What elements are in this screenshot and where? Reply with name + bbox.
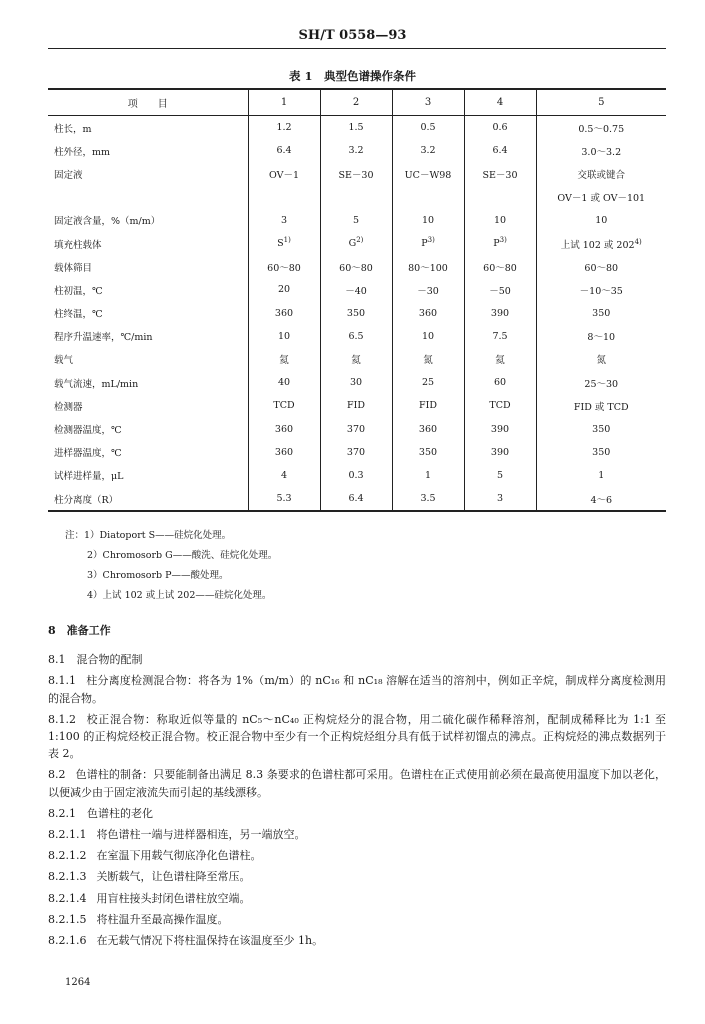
cell-value: 10 (595, 214, 608, 226)
cell-value: 6.4 (492, 145, 508, 157)
column-header: 2 (320, 89, 392, 116)
row-label: 载体筛目 (54, 262, 93, 274)
note-line: 3）Chromosorb P——酸处理。 (87, 570, 229, 581)
step-item (48, 868, 666, 885)
cell-value: －50 (489, 285, 511, 297)
table-cell (536, 232, 666, 255)
table-cell (248, 325, 320, 348)
table-cell (536, 487, 666, 511)
footnote-mark: 1) (283, 235, 291, 244)
column-header: 5 (536, 89, 666, 116)
table-cell (464, 394, 536, 417)
step-number: 8.2.1.5 (48, 912, 87, 926)
cell-value: UC－W98 (404, 169, 452, 181)
cell-value: 氦 (495, 355, 505, 367)
table-cell (464, 116, 536, 140)
cell-value: 7.5 (492, 330, 508, 342)
table-cell (536, 371, 666, 394)
column-header-item: 项 目 (127, 99, 168, 110)
footnote-mark: 4) (634, 237, 642, 246)
table-cell (392, 417, 464, 440)
table-cell (464, 441, 536, 464)
cell-value: 氦 (351, 355, 361, 367)
table-cell (464, 278, 536, 301)
table-row (48, 186, 666, 209)
paragraph (48, 711, 666, 763)
table-cell (320, 487, 392, 511)
note-line: 2）Chromosorb G——酸洗、硅烷化处理。 (87, 550, 278, 561)
footnote-mark: 3) (427, 235, 435, 244)
step-text: 在室温下用载气彻底净化色谱柱。 (96, 849, 262, 863)
cell-value: 1 (424, 469, 432, 481)
cell-value: 360 (274, 423, 294, 435)
table-cell (320, 209, 392, 232)
row-label: 载气流速，mL/min (54, 378, 139, 390)
table-row (48, 116, 666, 140)
table-cell (392, 348, 464, 371)
cell-value: 350 (592, 423, 611, 435)
cell-value: 5 (352, 214, 360, 226)
table-cell (392, 232, 464, 255)
step-number: 8.2.1.2 (48, 849, 87, 863)
table-row (48, 417, 666, 440)
step-text: 将色谱柱一端与进样器相连，另一端放空。 (96, 828, 306, 842)
cell-value: 390 (490, 307, 510, 319)
cell-value: 350 (346, 307, 366, 319)
table-cell (464, 186, 536, 209)
table-cell (248, 255, 320, 278)
table-cell (464, 417, 536, 440)
table-cell (536, 417, 666, 440)
table-cell (392, 278, 464, 301)
cell-value: 370 (346, 446, 366, 458)
table-cell (320, 139, 392, 162)
row-label: 填充柱载体 (54, 239, 102, 251)
table-row (48, 325, 666, 348)
paragraph-text: 柱分离度检测混合物：将各为 1%（m/m）的 nC₁₆ 和 nC₁₈ 溶解在适当的溶剂中，例如正辛烷，制成样分离度检测用的混合物。 (48, 674, 666, 705)
cell-value: 390 (490, 446, 510, 458)
cell-value: 350 (592, 446, 611, 458)
table-cell (248, 116, 320, 140)
cell-value: 10 (421, 214, 435, 226)
table-cell (392, 162, 464, 185)
table-cell (320, 162, 392, 185)
cell-value: 3 (280, 214, 288, 226)
table-cell (320, 325, 392, 348)
step-text: 用盲柱接头封闭色谱柱放空端。 (96, 891, 251, 905)
table-cell (536, 441, 666, 464)
step-number: 8.2.1.4 (48, 891, 87, 905)
table-cell (248, 417, 320, 440)
table-cell (248, 186, 320, 209)
column-header: 3 (392, 89, 464, 116)
cell-value: 390 (490, 423, 510, 435)
step-text: 关断载气，让色谱柱降至常压。 (96, 870, 251, 884)
cell-value: P (493, 238, 500, 250)
paragraph-number: 8.1.2 (48, 712, 76, 726)
row-label: 程序升温速率，℃/min (54, 332, 153, 344)
row-label: 试样进样量，μL (54, 471, 124, 483)
cell-value: 10 (421, 330, 435, 342)
table-cell (536, 209, 666, 232)
cell-value: 60～80 (483, 262, 517, 274)
table-cell (392, 394, 464, 417)
table-row (48, 464, 666, 487)
table-cell (392, 116, 464, 140)
paragraph-number: 8.1.1 (48, 674, 76, 688)
page-header: SH/T 0558—93 (298, 28, 407, 43)
cell-value: 360 (418, 423, 438, 435)
cell-value: 360 (274, 307, 294, 319)
table-cell (248, 278, 320, 301)
cell-value: TCD (489, 400, 511, 412)
table-cell (392, 302, 464, 325)
table-cell (248, 209, 320, 232)
cell-value: 3.2 (420, 145, 436, 157)
table-cell (536, 394, 666, 417)
note-line: 注：1）Diatoport S——硅烷化处理。 (65, 530, 232, 541)
table-row (48, 278, 666, 301)
table-cell (248, 232, 320, 255)
paragraph-text: 色谱柱的制备：只要能制备出满足 8.3 条要求的色谱柱都可采用。色谱柱在正式使用前必须在最高使用温度下加以老化，以便减少由于固定液流失而引起的基线漂移。 (48, 768, 666, 799)
table-cell (320, 394, 392, 417)
row-label: 进样器温度，℃ (54, 448, 122, 460)
operating-conditions-table (48, 88, 666, 512)
footnote-mark: 2) (356, 235, 364, 244)
cell-value: 5.3 (276, 493, 292, 505)
table-notes (65, 528, 277, 608)
body-text (48, 622, 666, 953)
cell-value: 4 (280, 469, 288, 481)
row-label: 固定液含量，%（m/m） (54, 216, 161, 228)
table-cell (320, 464, 392, 487)
table-cell (536, 325, 666, 348)
cell-value: 1.2 (276, 122, 292, 134)
table-cell (536, 162, 666, 185)
step-item (48, 847, 666, 864)
row-label (48, 186, 248, 209)
cell-value: 60～80 (584, 262, 619, 274)
table-row (48, 255, 666, 278)
cell-value: FID (419, 400, 437, 412)
step-item (48, 932, 666, 949)
table-row (48, 348, 666, 371)
table-cell (464, 464, 536, 487)
header-rule (48, 48, 666, 49)
cell-value: 0.5 (420, 122, 436, 134)
cell-value: SE－30 (338, 169, 374, 181)
row-label: 柱外径，mm (54, 146, 111, 158)
cell-value: 8～10 (587, 332, 616, 344)
cell-value: 60～80 (339, 262, 373, 274)
cell-value: OV－1 (268, 169, 300, 181)
table-cell (464, 209, 536, 232)
cell-value: 3.5 (420, 493, 436, 505)
cell-value: FID 或 TCD (573, 401, 629, 413)
subsection-heading: 8.2.1 色谱柱的老化 (48, 806, 153, 820)
cell-value: 30 (349, 377, 363, 389)
table-cell (464, 348, 536, 371)
table-cell (320, 348, 392, 371)
cell-value: 20 (277, 284, 291, 296)
cell-value: G (348, 238, 357, 250)
table-caption: 表 1 典型色谱操作条件 (288, 69, 416, 83)
row-label: 柱终温，℃ (54, 309, 103, 321)
table-cell (392, 371, 464, 394)
table-cell (248, 302, 320, 325)
table-cell (464, 325, 536, 348)
cell-value: 3.2 (348, 145, 364, 157)
cell-value: 6.5 (348, 330, 364, 342)
table-cell (464, 139, 536, 162)
row-label: 柱长，m (54, 123, 92, 135)
step-item (48, 826, 666, 843)
cell-value: 10 (277, 330, 291, 342)
table-cell (392, 441, 464, 464)
table-cell (320, 441, 392, 464)
cell-value: 0.5～0.75 (578, 123, 625, 135)
cell-value: 1.5 (348, 122, 364, 134)
cell-value: 360 (274, 446, 294, 458)
table-cell (248, 371, 320, 394)
cell-value: 6.4 (348, 493, 364, 505)
cell-value: 6.4 (276, 145, 292, 157)
cell-value: 360 (418, 307, 438, 319)
column-header: 4 (464, 89, 536, 116)
table-cell (536, 139, 666, 162)
table-cell (536, 348, 666, 371)
cell-value: 40 (277, 377, 291, 389)
table-cell (464, 255, 536, 278)
cell-value: S (277, 238, 284, 250)
table-cell (536, 464, 666, 487)
paragraph (48, 766, 666, 800)
step-text: 将柱温升至最高操作温度。 (96, 912, 229, 926)
cell-value: 25 (421, 377, 435, 389)
table-row (48, 371, 666, 394)
table-cell (248, 487, 320, 511)
cell-value: 25～30 (584, 378, 619, 390)
cell-value: 3 (496, 493, 504, 505)
cell-value: 350 (418, 446, 438, 458)
cell-value: 3.0～3.2 (581, 146, 622, 158)
table-cell (392, 464, 464, 487)
table-row (48, 487, 666, 511)
cell-value: －30 (417, 285, 439, 297)
table-row (48, 394, 666, 417)
section-heading: 8 准备工作 (48, 624, 111, 637)
step-number: 8.2.1.6 (48, 934, 87, 948)
table-cell (248, 394, 320, 417)
table-cell (536, 186, 666, 209)
step-item (48, 890, 666, 907)
cell-value: －40 (345, 285, 367, 297)
cell-value: 10 (493, 214, 507, 226)
cell-value: 交联或键合 (577, 169, 625, 181)
table-cell (536, 116, 666, 140)
table-cell (248, 162, 320, 185)
table-row (48, 162, 666, 185)
table-cell (320, 116, 392, 140)
table-row (48, 302, 666, 325)
table-cell (248, 464, 320, 487)
row-label: 检测器 (54, 401, 83, 413)
table-row (48, 209, 666, 232)
cell-value: 1 (598, 469, 605, 481)
table-cell (320, 255, 392, 278)
table-cell (320, 302, 392, 325)
cell-value: 80～100 (408, 262, 448, 274)
table-cell (320, 186, 392, 209)
step-text: 在无载气情况下将柱温保持在该温度至少 1h。 (96, 934, 324, 948)
cell-value: 4～6 (590, 494, 613, 506)
table-cell (536, 255, 666, 278)
row-label: 固定液 (54, 169, 83, 181)
page-number: 1264 (65, 977, 91, 988)
cell-value: TCD (273, 400, 295, 412)
cell-value: 60 (493, 377, 507, 389)
table-cell (392, 209, 464, 232)
table-row (48, 232, 666, 255)
cell-value: 350 (592, 307, 611, 319)
row-label: 柱分离度（R） (54, 494, 119, 506)
cell-value: 5 (496, 469, 504, 481)
cell-value: 60～80 (267, 262, 301, 274)
table-cell (536, 278, 666, 301)
table-row (48, 139, 666, 162)
cell-value: FID (347, 400, 365, 412)
paragraph-text: 校正混合物：称取近似等量的 nC₅～nC₄₀ 正构烷烃分的混合物，用二硫化碳作稀释溶剂，配制成稀释比为 1:1 至 1:100 的正构烷烃校正混合物。校正混合物中至少有一个正构烷烃组分具有低于试样初馏点的沸点。正构烷烃的沸点数据列于表 2。 (48, 712, 666, 761)
step-number: 8.2.1.3 (48, 870, 87, 884)
cell-value: 上试 102 或 202 (560, 239, 635, 251)
table-cell (320, 417, 392, 440)
cell-value: 0.6 (492, 122, 508, 134)
table-cell (248, 139, 320, 162)
cell-value: P (421, 238, 428, 250)
footnote-mark: 3) (499, 235, 507, 244)
row-label: 载气 (54, 355, 74, 367)
table-cell (392, 487, 464, 511)
cell-value: －10～35 (579, 285, 623, 297)
column-header: 1 (248, 89, 320, 116)
row-label: 柱初温，℃ (54, 285, 103, 297)
cell-value: 370 (346, 423, 366, 435)
table-cell (464, 371, 536, 394)
table-row (48, 441, 666, 464)
cell-value: 氮 (596, 355, 606, 367)
row-label: 检测器温度，℃ (54, 425, 122, 437)
paragraph-number: 8.2 (48, 768, 66, 782)
table-cell (392, 186, 464, 209)
table-cell (392, 139, 464, 162)
note-line: 4）上试 102 或上试 202——硅烷化处理。 (87, 590, 272, 601)
table-cell (248, 348, 320, 371)
cell-value: 氮 (423, 355, 433, 367)
table-cell (248, 441, 320, 464)
table-cell (392, 255, 464, 278)
subsection-heading: 8.1 混合物的配制 (48, 653, 143, 667)
cell-value: SE－30 (482, 169, 518, 181)
cell-value: OV－1 或 OV－101 (557, 193, 646, 205)
table-cell (320, 371, 392, 394)
table-header-row (48, 89, 666, 116)
cell-value: 氦 (279, 355, 289, 367)
step-list (48, 826, 666, 949)
table-cell (536, 302, 666, 325)
table-cell (320, 278, 392, 301)
step-number: 8.2.1.1 (48, 828, 87, 842)
table-cell (320, 232, 392, 255)
cell-value: 0.3 (348, 469, 364, 481)
table-cell (464, 302, 536, 325)
table-cell (464, 232, 536, 255)
table-cell (392, 325, 464, 348)
table-cell (464, 487, 536, 511)
paragraph (48, 672, 666, 706)
step-item (48, 911, 666, 928)
table-cell (464, 162, 536, 185)
